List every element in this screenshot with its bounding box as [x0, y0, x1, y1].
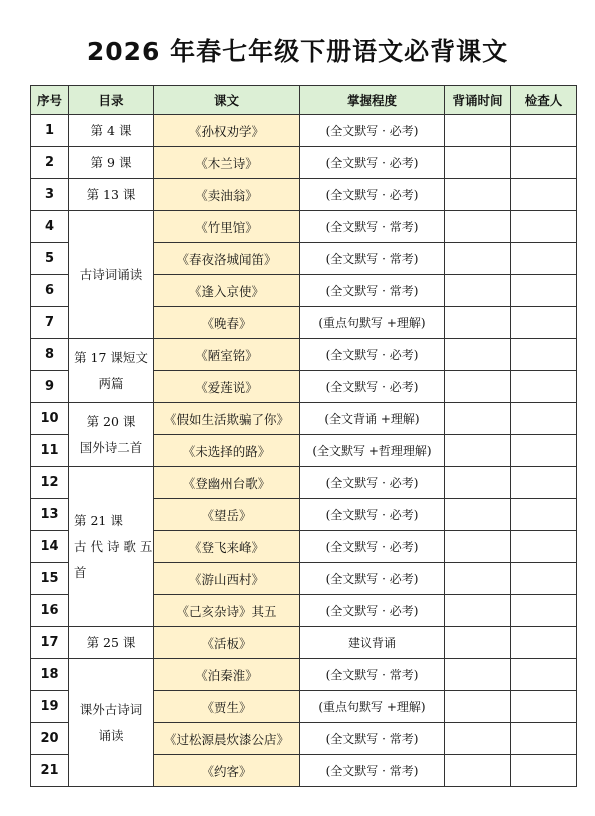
directory-line: 课外古诗词 — [79, 701, 143, 717]
recite-time-cell[interactable] — [445, 563, 511, 595]
col-header-checker: 检查人 — [511, 86, 577, 115]
table-row — [31, 627, 577, 659]
table-row — [31, 467, 577, 499]
recite-time-cell[interactable] — [445, 691, 511, 723]
row-number: 2 — [31, 147, 69, 179]
table-row — [31, 339, 577, 371]
mastery-cell: (全文默写 · 必考) — [300, 115, 445, 147]
checker-cell[interactable] — [511, 115, 577, 147]
recite-time-cell[interactable] — [445, 275, 511, 307]
directory-line: 古 代 诗 歌 五 — [74, 538, 153, 554]
directory-line: 第 9 课 — [90, 154, 132, 170]
checker-cell[interactable] — [511, 723, 577, 755]
recite-time-cell[interactable] — [445, 339, 511, 371]
checker-cell[interactable] — [511, 499, 577, 531]
recite-time-cell[interactable] — [445, 371, 511, 403]
row-number: 9 — [31, 371, 69, 403]
directory-cell — [69, 179, 154, 211]
row-number: 13 — [31, 499, 69, 531]
checker-cell[interactable] — [511, 243, 577, 275]
lesson-text-cell: 《木兰诗》 — [154, 147, 300, 179]
mastery-cell: (全文默写 · 必考) — [300, 499, 445, 531]
lesson-text-cell: 《卖油翁》 — [154, 179, 300, 211]
directory-line: 两篇 — [98, 375, 124, 391]
lesson-text-cell: 《未选择的路》 — [154, 435, 300, 467]
lesson-text-cell: 《陋室铭》 — [154, 339, 300, 371]
row-number: 3 — [31, 179, 69, 211]
col-header-directory: 目录 — [69, 86, 154, 115]
recite-time-cell[interactable] — [445, 595, 511, 627]
mastery-cell: (全文背诵 +理解) — [300, 403, 445, 435]
row-number: 7 — [31, 307, 69, 339]
row-number: 5 — [31, 243, 69, 275]
directory-line: 第 4 课 — [90, 122, 132, 138]
checker-cell[interactable] — [511, 211, 577, 243]
lesson-text-cell: 《逢入京使》 — [154, 275, 300, 307]
mastery-cell: (全文默写 · 必考) — [300, 339, 445, 371]
row-number: 4 — [31, 211, 69, 243]
lesson-text-cell: 《竹里馆》 — [154, 211, 300, 243]
table-row — [31, 115, 577, 147]
table-row — [31, 179, 577, 211]
directory-cell — [69, 659, 154, 787]
lesson-text-cell: 《假如生活欺骗了你》 — [154, 403, 300, 435]
lesson-text-cell: 《晚春》 — [154, 307, 300, 339]
checker-cell[interactable] — [511, 531, 577, 563]
mastery-cell: (全文默写 · 常考) — [300, 659, 445, 691]
checker-cell[interactable] — [511, 307, 577, 339]
checker-cell[interactable] — [511, 147, 577, 179]
mastery-cell: (全文默写 · 必考) — [300, 147, 445, 179]
directory-line: 第 20 课 — [86, 413, 136, 429]
mastery-cell: (全文默写 · 必考) — [300, 531, 445, 563]
mastery-cell: (全文默写 · 必考) — [300, 179, 445, 211]
checker-cell[interactable] — [511, 595, 577, 627]
lesson-text-cell: 《贾生》 — [154, 691, 300, 723]
mastery-cell: (全文默写 · 必考) — [300, 467, 445, 499]
lesson-text-cell: 《过松源晨炊漆公店》 — [154, 723, 300, 755]
col-header-number: 序号 — [31, 86, 69, 115]
directory-cell — [69, 627, 154, 659]
checker-cell[interactable] — [511, 659, 577, 691]
recitation-table — [30, 85, 577, 787]
row-number: 17 — [31, 627, 69, 659]
mastery-cell: (全文默写 · 常考) — [300, 211, 445, 243]
table-header-row — [31, 86, 577, 115]
row-number: 21 — [31, 755, 69, 787]
mastery-cell: (全文默写 · 常考) — [300, 755, 445, 787]
directory-cell — [69, 211, 154, 339]
page-title: 2026 年春七年级下册语文必背课文 — [86, 37, 509, 66]
row-number: 14 — [31, 531, 69, 563]
checker-cell[interactable] — [511, 435, 577, 467]
directory-line: 第 17 课短文 — [74, 349, 148, 365]
recite-time-cell[interactable] — [445, 307, 511, 339]
checker-cell[interactable] — [511, 403, 577, 435]
recite-time-cell[interactable] — [445, 147, 511, 179]
checker-cell[interactable] — [511, 467, 577, 499]
recite-time-cell[interactable] — [445, 627, 511, 659]
lesson-text-cell: 《游山西村》 — [154, 563, 300, 595]
table-row — [31, 147, 577, 179]
directory-cell — [69, 339, 154, 403]
recite-time-cell[interactable] — [445, 755, 511, 787]
row-number: 1 — [31, 115, 69, 147]
col-header-mastery: 掌握程度 — [300, 86, 445, 115]
lesson-text-cell: 《约客》 — [154, 755, 300, 787]
recite-time-cell[interactable] — [445, 435, 511, 467]
row-number: 10 — [31, 403, 69, 435]
table-body — [31, 115, 577, 787]
directory-line: 第 13 课 — [86, 186, 136, 202]
directory-cell — [69, 467, 154, 627]
table-row — [31, 403, 577, 435]
recite-time-cell[interactable] — [445, 211, 511, 243]
recite-time-cell[interactable] — [445, 659, 511, 691]
recite-time-cell[interactable] — [445, 403, 511, 435]
directory-line: 诵读 — [98, 727, 124, 743]
directory-cell — [69, 147, 154, 179]
checker-cell[interactable] — [511, 755, 577, 787]
lesson-text-cell: 《望岳》 — [154, 499, 300, 531]
mastery-cell: 建议背诵 — [300, 627, 445, 659]
lesson-text-cell: 《登飞来峰》 — [154, 531, 300, 563]
recite-time-cell[interactable] — [445, 723, 511, 755]
mastery-cell: (全文默写 · 常考) — [300, 275, 445, 307]
checker-cell[interactable] — [511, 563, 577, 595]
checker-cell[interactable] — [511, 691, 577, 723]
row-number: 12 — [31, 467, 69, 499]
directory-line: 古诗词诵读 — [79, 266, 143, 282]
row-number: 15 — [31, 563, 69, 595]
col-header-recite-time: 背诵时间 — [445, 86, 511, 115]
lesson-text-cell: 《爱莲说》 — [154, 371, 300, 403]
row-number: 16 — [31, 595, 69, 627]
col-header-text: 课文 — [154, 86, 300, 115]
checker-cell[interactable] — [511, 627, 577, 659]
mastery-cell: (全文默写 · 必考) — [300, 371, 445, 403]
table-row — [31, 211, 577, 243]
mastery-cell: (全文默写 · 必考) — [300, 595, 445, 627]
lesson-text-cell: 《春夜洛城闻笛》 — [154, 243, 300, 275]
lesson-text-cell: 《泊秦淮》 — [154, 659, 300, 691]
directory-line: 首 — [74, 564, 87, 580]
row-number: 6 — [31, 275, 69, 307]
lesson-text-cell: 《孙权劝学》 — [154, 115, 300, 147]
checker-cell[interactable] — [511, 179, 577, 211]
table-row — [31, 659, 577, 691]
row-number: 20 — [31, 723, 69, 755]
recite-time-cell[interactable] — [445, 115, 511, 147]
directory-line: 第 25 课 — [86, 634, 136, 650]
mastery-cell: (重点句默写 +理解) — [300, 307, 445, 339]
row-number: 8 — [31, 339, 69, 371]
lesson-text-cell: 《活板》 — [154, 627, 300, 659]
recite-time-cell[interactable] — [445, 531, 511, 563]
recite-time-cell[interactable] — [445, 243, 511, 275]
row-number: 18 — [31, 659, 69, 691]
directory-line: 第 21 课 — [74, 512, 123, 528]
recite-time-cell[interactable] — [445, 179, 511, 211]
checker-cell[interactable] — [511, 339, 577, 371]
recite-time-cell[interactable] — [445, 499, 511, 531]
row-number: 19 — [31, 691, 69, 723]
lesson-text-cell: 《己亥杂诗》其五 — [154, 595, 300, 627]
checker-cell[interactable] — [511, 275, 577, 307]
row-number: 11 — [31, 435, 69, 467]
directory-cell — [69, 403, 154, 467]
directory-cell — [69, 115, 154, 147]
mastery-cell: (全文默写 · 必考) — [300, 563, 445, 595]
recite-time-cell[interactable] — [445, 467, 511, 499]
lesson-text-cell: 《登幽州台歌》 — [154, 467, 300, 499]
mastery-cell: (全文默写 · 常考) — [300, 723, 445, 755]
mastery-cell: (重点句默写 +理解) — [300, 691, 445, 723]
directory-line: 国外诗二首 — [79, 439, 143, 455]
checker-cell[interactable] — [511, 371, 577, 403]
mastery-cell: (全文默写 +哲理理解) — [300, 435, 445, 467]
mastery-cell: (全文默写 · 常考) — [300, 243, 445, 275]
